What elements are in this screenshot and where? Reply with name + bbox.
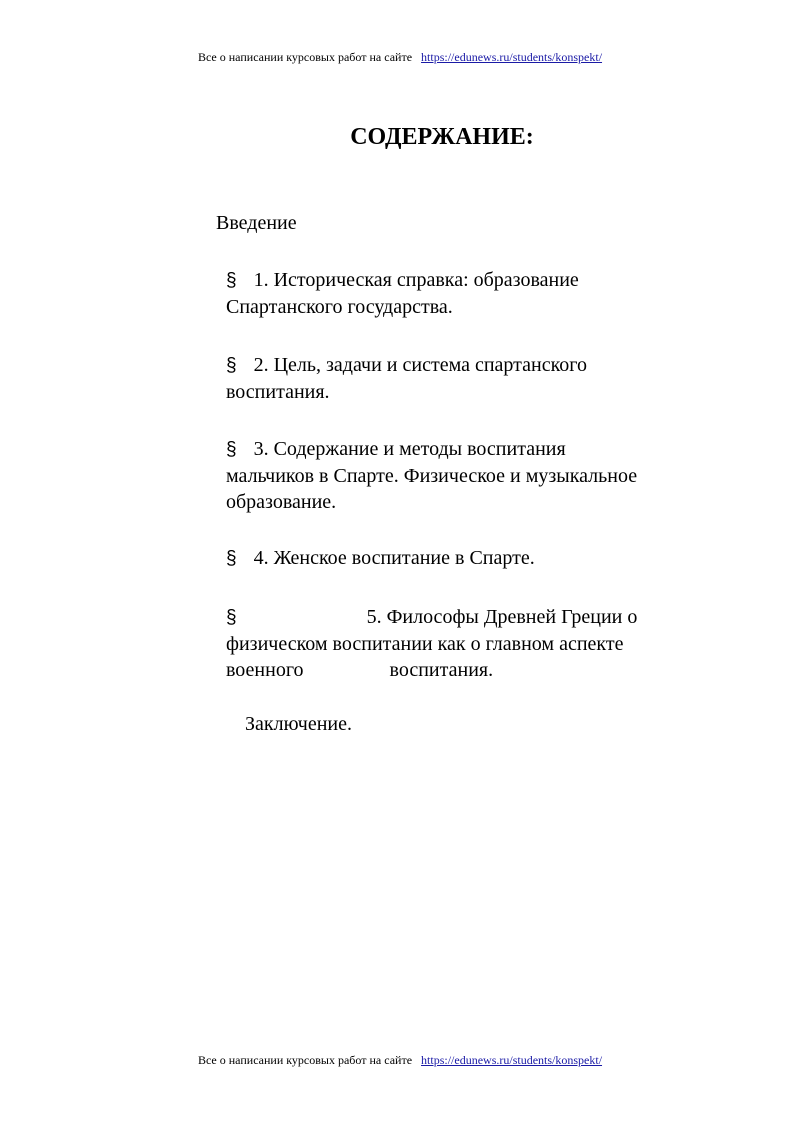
footer-text: Все о написании курсовых работ на сайте bbox=[197, 1053, 413, 1067]
section-mark: § bbox=[226, 270, 237, 291]
toc-item-number: 4. bbox=[253, 547, 269, 569]
section-mark: § bbox=[226, 548, 237, 569]
footer-link[interactable]: https://edunews.ru/students/konspekt/ bbox=[421, 1053, 603, 1067]
page-footer bbox=[0, 1052, 800, 1068]
toc-item-number: 5. bbox=[366, 606, 382, 628]
toc-item-text: Спартанского государства. bbox=[226, 296, 453, 318]
toc-conclusion: Заключение. bbox=[245, 713, 352, 735]
section-mark: § bbox=[226, 355, 237, 376]
toc-item-5 bbox=[226, 604, 637, 683]
toc-item-number: 1. bbox=[253, 269, 269, 291]
section-mark: § bbox=[226, 439, 237, 460]
toc-item-text: Цель, задачи и система спартанского bbox=[273, 354, 588, 376]
toc-item-text: физическом воспитании как о главном аспекте bbox=[226, 633, 624, 655]
page-header bbox=[0, 49, 800, 65]
toc-item-1 bbox=[226, 267, 579, 320]
toc-item-text: воспитания. bbox=[389, 659, 494, 681]
toc-item-number: 3. bbox=[253, 438, 269, 460]
toc-item-text: Историческая справка: образование bbox=[273, 269, 579, 291]
toc-item-2 bbox=[226, 352, 587, 405]
header-link[interactable]: https://edunews.ru/students/konspekt/ bbox=[421, 50, 603, 64]
toc-item-text: военного bbox=[226, 659, 304, 681]
toc-item-text: Женское воспитание в Спарте. bbox=[273, 547, 535, 569]
toc-item-text: образование. bbox=[226, 491, 337, 513]
section-mark: § bbox=[226, 607, 237, 628]
page-title: СОДЕРЖАНИЕ: bbox=[350, 124, 534, 150]
toc-item-number: 2. bbox=[253, 354, 269, 376]
toc-item-text: воспитания. bbox=[226, 381, 330, 403]
header-text: Все о написании курсовых работ на сайте bbox=[197, 50, 413, 64]
toc-item-text: Содержание и методы воспитания bbox=[273, 438, 566, 460]
toc-intro: Введение bbox=[216, 212, 297, 234]
toc-item-3 bbox=[226, 436, 637, 515]
toc-item-text: мальчиков в Спарте. Физическое и музыкальное bbox=[226, 465, 638, 487]
toc-item-text: Философы Древней Греции о bbox=[386, 606, 638, 628]
toc-item-4 bbox=[226, 545, 535, 572]
